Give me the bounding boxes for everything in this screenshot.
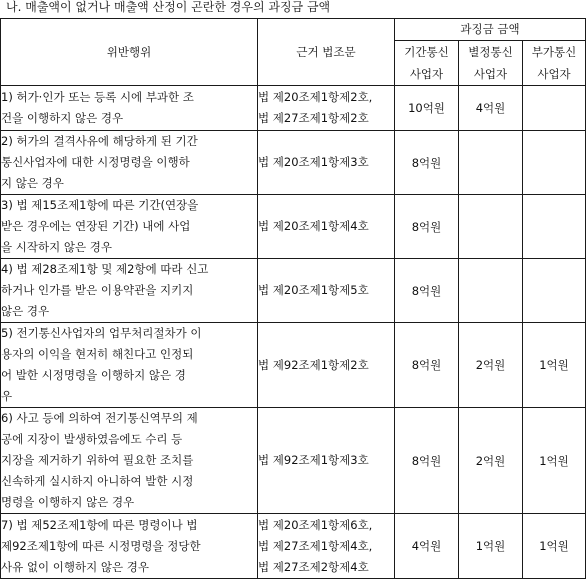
amount-cell: 4억원: [459, 86, 523, 131]
violation-line: 신속하게 실시하지 아니하여 발한 시정: [1, 474, 194, 488]
violation-line: 지 않은 경우: [1, 176, 64, 190]
law-cell: [258, 408, 395, 514]
law-cell: [258, 323, 395, 408]
law-line: 법 제20조제1항제4호: [258, 219, 369, 233]
law-cell: [258, 259, 395, 323]
law-cell: [258, 86, 395, 131]
law-line: 법 제20조제1항제2호,: [258, 90, 373, 104]
violation-line: 3) 법 제15조제1항에 따른 기간(연장을: [1, 198, 199, 212]
violation-line: 우: [1, 389, 13, 403]
violation-line: 1) 허가·인가 또는 등록 시에 부과한 조: [1, 90, 194, 104]
law-line: 법 제20조제1항제6호,: [258, 517, 373, 532]
penalty-table: [0, 18, 586, 579]
header-line: 부가통신: [531, 45, 577, 59]
violation-line: 4) 법 제28조제1항 및 제2항에 따라 신고: [1, 262, 209, 276]
violation-cell: [1, 323, 258, 408]
violation-line: 어 발한 시정명령을 이행하지 않은 경: [1, 368, 186, 382]
violation-line: 을 시작하지 않은 경우: [1, 240, 112, 254]
header-operator-type: [459, 41, 523, 86]
table-row: [1, 408, 586, 514]
amount-cell: [459, 195, 523, 259]
table-row: [1, 259, 586, 323]
table-row: [1, 131, 586, 195]
violation-cell: [1, 131, 258, 195]
violation-line: 않은 경우: [1, 304, 50, 318]
header-line: 기간통신: [404, 45, 449, 59]
section-heading: 나. 매출액이 없거나 매출액 산정이 곤란한 경우의 과징금 금액: [6, 0, 331, 14]
header-violation: 위반행위: [1, 19, 258, 86]
amount-cell: [523, 195, 586, 259]
table-row: [1, 86, 586, 131]
law-cell: [258, 195, 395, 259]
violation-line: 6) 사고 등에 의하여 전기통신역무의 제: [1, 411, 198, 425]
violation-line: 7) 법 제52조제1항에 따른 명령이나 법: [1, 517, 198, 532]
violation-cell: [1, 195, 258, 259]
amount-cell: 2억원: [459, 408, 523, 514]
amount-cell: [523, 131, 586, 195]
violation-cell: [1, 86, 258, 131]
amount-cell: 1억원: [459, 514, 523, 579]
amount-cell: 8억원: [395, 408, 459, 514]
violation-cell: [1, 259, 258, 323]
law-line: 법 제20조제1항제5호: [258, 283, 369, 297]
header-line: 사업자: [537, 67, 571, 81]
header-amount-group: 과징금 금액: [395, 19, 586, 41]
amount-cell: 2억원: [459, 323, 523, 408]
table-row: [1, 514, 586, 579]
amount-cell: 8억원: [395, 131, 459, 195]
header-operator-type: [395, 41, 459, 86]
law-cell: [258, 514, 395, 579]
law-line: 법 제92조제1항제2호: [258, 357, 369, 372]
header-line: 별정통신: [468, 45, 513, 59]
violation-line: 5) 전기통신사업자의 업무처리절차가 이: [1, 326, 202, 340]
amount-cell: 8억원: [395, 195, 459, 259]
amount-cell: 10억원: [395, 86, 459, 131]
violation-line: 하거나 인가를 받은 이용약관을 지키지: [1, 283, 194, 297]
law-line: 법 제27조제2항제4호: [258, 559, 369, 574]
law-line: 법 제27조제1항제2호: [258, 111, 369, 125]
amount-cell: 8억원: [395, 323, 459, 408]
amount-cell: 1억원: [523, 408, 586, 514]
header-line: 사업자: [473, 67, 508, 81]
law-line: 법 제92조제1항제3호: [258, 453, 369, 467]
violation-cell: [1, 514, 258, 579]
violation-line: 용자의 이익을 현저히 해친다고 인정되: [1, 347, 194, 361]
amount-cell: 1억원: [523, 323, 586, 408]
violation-line: 사유 없이 이행하지 않은 경우: [1, 559, 149, 574]
violation-line: 받은 경우에는 연장된 기간) 내에 사업: [1, 219, 191, 233]
amount-cell: [459, 259, 523, 323]
amount-cell: 4억원: [395, 514, 459, 579]
amount-cell: 1억원: [523, 514, 586, 579]
violation-line: 제92조제1항에 따른 시정명령을 정당한: [1, 538, 201, 553]
violation-line: 지장을 제거하기 위하여 필요한 조치를: [1, 453, 194, 467]
violation-line: 공에 지장이 발생하였음에도 수리 등: [1, 432, 183, 446]
table-row: [1, 195, 586, 259]
table-row: [1, 323, 586, 408]
law-cell: [258, 131, 395, 195]
amount-cell: [523, 86, 586, 131]
amount-cell: [459, 131, 523, 195]
violation-line: 명령을 이행하지 않은 경우: [1, 495, 135, 509]
violation-line: 2) 허가의 결격사유에 해당하게 된 기간: [1, 134, 198, 148]
table-body: [1, 86, 586, 579]
header-law: 근거 법조문: [258, 19, 395, 86]
header-operator-type: [523, 41, 586, 86]
law-line: 법 제20조제1항제3호: [258, 155, 369, 169]
violation-line: 통신사업자에 대한 시정명령을 이행하: [1, 155, 190, 169]
amount-cell: [523, 259, 586, 323]
amount-cell: 8억원: [395, 259, 459, 323]
law-line: 법 제27조제1항제4호,: [258, 538, 373, 553]
header-line: 사업자: [409, 67, 444, 81]
violation-line: 건을 이행하지 않은 경우: [1, 111, 124, 125]
violation-cell: [1, 408, 258, 514]
